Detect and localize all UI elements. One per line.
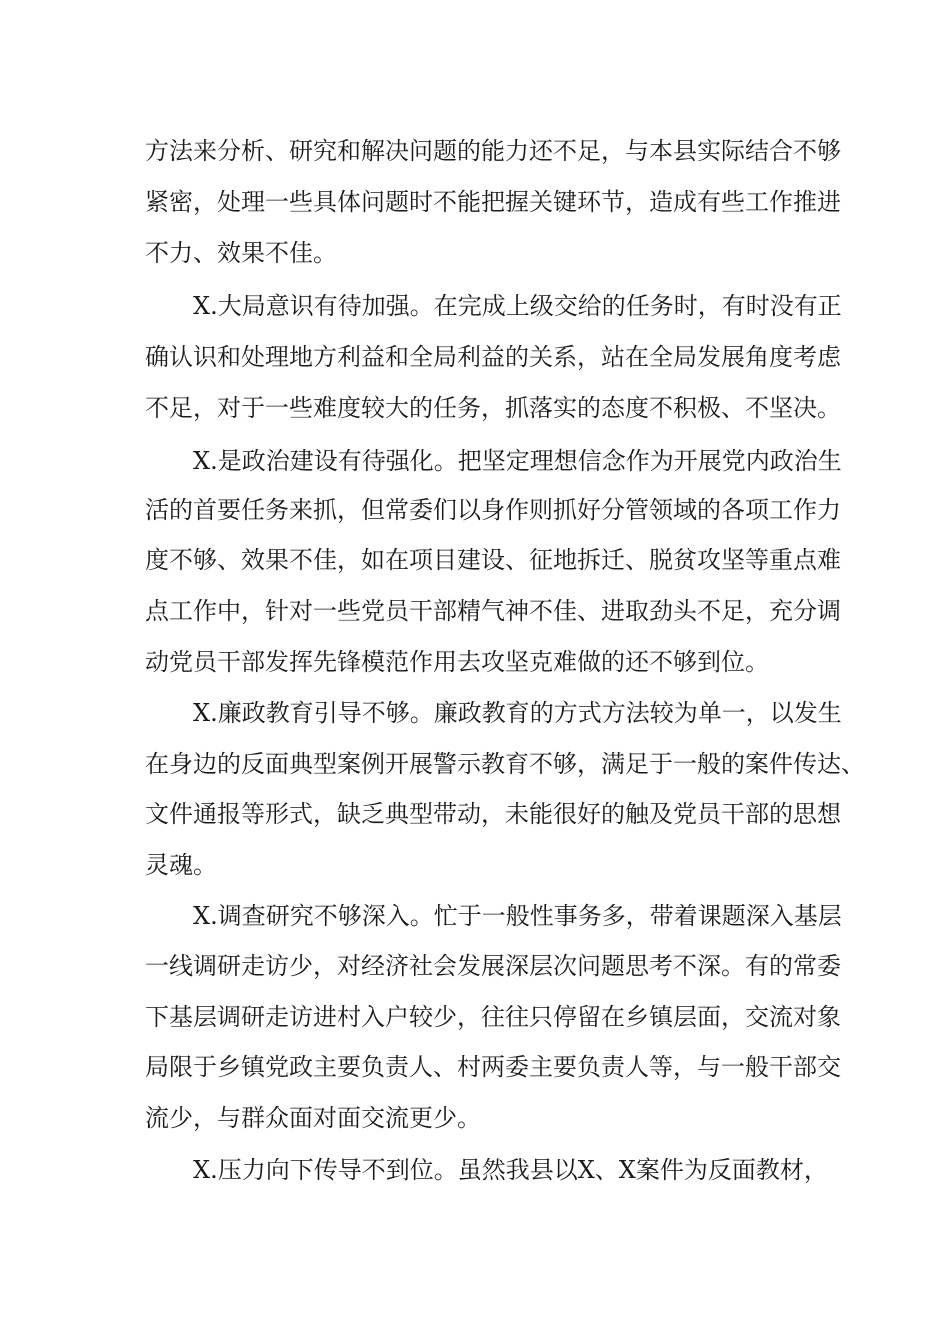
paragraph-5-line-4: 局限于乡镇党政主要负责人、村两委主要负责人等，与一般干部交 bbox=[145, 1053, 841, 1081]
paragraph-3-line-5: 动党员干部发挥先锋模范作用去攻坚克难做的还不够到位。 bbox=[145, 648, 769, 676]
paragraph-4-line-1: X.廉政教育引导不够。廉政教育的方式方法较为单一，以发生 bbox=[193, 699, 842, 727]
paragraph-5-line-5: 流少，与群众面对面交流更少。 bbox=[145, 1104, 481, 1132]
paragraph-5-line-1: X.调查研究不够深入。忙于一般性事务多，带着课题深入基层 bbox=[193, 902, 842, 930]
paragraph-1-line-1: 方法来分析、研究和解决问题的能力还不足，与本县实际结合不够 bbox=[145, 137, 841, 165]
paragraph-1-line-3: 不力、效果不佳。 bbox=[145, 239, 337, 267]
paragraph-3-line-4: 点工作中，针对一些党员干部精气神不佳、进取劲头不足，充分调 bbox=[145, 597, 841, 625]
paragraph-4-line-4: 灵魂。 bbox=[145, 851, 217, 879]
paragraph-5-line-3: 下基层调研走访进村入户较少，往往只停留在乡镇层面，交流对象 bbox=[145, 1003, 841, 1031]
paragraph-3-line-1: X.是政治建设有待强化。把坚定理想信念作为开展党内政治生 bbox=[193, 447, 842, 475]
paragraph-3-line-2: 活的首要任务来抓，但常委们以身作则抓好分管领域的各项工作力 bbox=[145, 496, 841, 524]
paragraph-6-line-1: X.压力向下传导不到位。虽然我县以X、X案件为反面教材， bbox=[193, 1156, 828, 1184]
paragraph-3-line-3: 度不够、效果不佳，如在项目建设、征地拆迁、脱贫攻坚等重点难 bbox=[145, 546, 841, 574]
paragraph-5-line-2: 一线调研走访少，对经济社会发展深层次问题思考不深。有的常委 bbox=[145, 952, 841, 980]
paragraph-4-line-3: 文件通报等形式，缺乏典型带动，未能很好的触及党员干部的思想 bbox=[145, 800, 841, 828]
paragraph-2-line-1: X.大局意识有待加强。在完成上级交给的任务时，有时没有正 bbox=[193, 292, 842, 320]
paragraph-1-line-2: 紧密，处理一些具体问题时不能把握关键环节，造成有些工作推进 bbox=[145, 188, 841, 216]
paragraph-4-line-2: 在身边的反面典型案例开展警示教育不够，满足于一般的案件传达、 bbox=[145, 750, 865, 778]
paragraph-2-line-2: 确认识和处理地方利益和全局利益的关系，站在全局发展角度考虑 bbox=[145, 343, 841, 371]
paragraph-2-line-3: 不足，对于一些难度较大的任务，抓落实的态度不积极、不坚决。 bbox=[145, 394, 841, 422]
